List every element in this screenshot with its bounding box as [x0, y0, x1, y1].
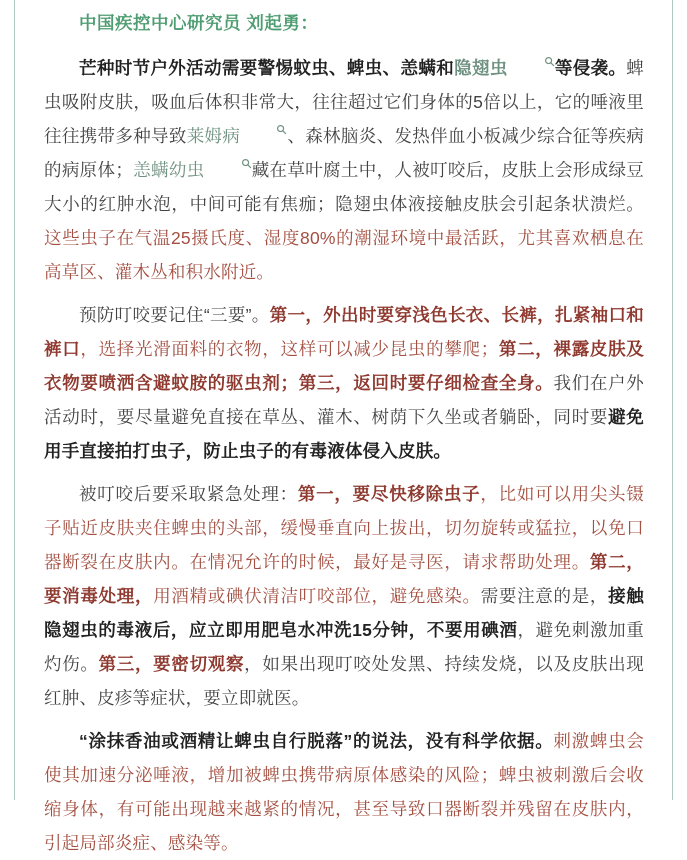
article-card	[14, 0, 673, 853]
text-run: 避免用手直接拍打虫子，防止虫子的有毒液体侵入皮肤。	[44, 407, 644, 461]
text-run: ，如果出现叮咬处发黑、持续发烧，以及皮肤出现红肿、皮疹等症状，要立即就医。	[44, 654, 644, 708]
text-run: 这些虫子在气温25摄氏度、湿度80%的潮湿环境中最活跃，尤其喜欢栖息在高草区、灌木丛和积水附近。	[44, 228, 644, 282]
text-run: 第二，要消毒处理，	[44, 552, 644, 606]
article-body	[44, 51, 644, 860]
paragraph-2	[44, 298, 644, 468]
text-run: 被叮咬后要采取紧急处理：	[79, 484, 298, 504]
inline-search-link[interactable]	[454, 58, 555, 78]
text-run: 、森林脑炎、发热伴血小板减少综合征等疾病的病原体；	[44, 126, 644, 180]
text-run: 第二，裸露皮肤及衣物要喷洒含避蚊胺的驱虫剂；第三，返回时要仔细检查全身。	[44, 339, 644, 393]
text-run: 第一，要尽快移除虫子	[297, 484, 481, 504]
text-run: ，避免刺激加重灼伤。	[44, 620, 644, 674]
text-run: 莱姆病	[186, 126, 241, 146]
inline-search-link[interactable]	[133, 160, 252, 180]
text-run: 用酒精或碘伏清洁叮咬部位，避免感染。	[153, 586, 481, 606]
text-run: ，比如可以用尖头镊子贴近皮肤夹住蜱虫的头部，缓慢垂直向上拔出，切勿旋转或猛拉，以免口器断裂在皮肤内。在情况允许的时候，最好是寻医，请求帮助处理。	[44, 484, 645, 572]
author-heading: 中国疾控中心研究员 刘起勇：	[79, 13, 319, 33]
text-run: 预防叮咬要记住“三要”。	[79, 305, 270, 325]
text-run: “涂抹香油或酒精让蜱虫自行脱落”的说法，没有科学依据。	[79, 731, 554, 751]
text-run: 接触隐翅虫的毒液后，应立即用肥皂水冲洗15分钟，不要用碘酒	[44, 586, 644, 640]
text-run: 等侵袭。	[554, 58, 627, 78]
text-run: 第一，外出时要穿浅色长衣、长裤，扎紧袖口和裤口	[44, 305, 645, 359]
text-run: 需要注意的是，	[480, 586, 609, 606]
inline-search-link[interactable]	[187, 126, 288, 146]
text-run: 我们在户外活动时，要尽量避免直接在草丛、灌木、树荫下久坐或者躺卧，同时要	[44, 373, 645, 427]
text-run: ，选择光滑面料的衣物，这样可以减少昆虫的攀爬；	[80, 339, 499, 359]
text-run: 隐翅虫	[454, 58, 508, 78]
search-icon[interactable]	[241, 124, 287, 135]
text-run: 刺激蜱虫会使其加速分泌唾液，增加被蜱虫携带病原体感染的风险；蜱虫被刺激后会收缩身体，有可能出现越来越紧的情况，甚至导致口器断裂并残留在皮肤内，引起局部炎症、感染等。	[44, 731, 644, 853]
text-run: 第三，要密切观察	[98, 654, 245, 674]
text-run: 芒种时节户外活动需要警惕蚊虫、蜱虫、恙螨和	[79, 58, 455, 78]
text-run: 恙螨幼虫	[133, 160, 205, 180]
search-icon[interactable]	[509, 56, 555, 67]
text-run: 藏在草叶腐土中，人被叮咬后，皮肤上会形成绿豆大小的红肿水泡，中间可能有焦痂；隐翅虫体液接触皮肤会引起条状溃烂。	[44, 160, 644, 214]
text-run: 蜱虫吸附皮肤，吸血后体积非常大，往往超过它们身体的5倍以上，它的唾液里往往携带多种导致	[44, 58, 644, 146]
search-icon[interactable]	[206, 158, 252, 169]
paragraph-1	[44, 51, 644, 289]
paragraph-3	[44, 477, 644, 715]
paragraph-4	[44, 724, 644, 860]
